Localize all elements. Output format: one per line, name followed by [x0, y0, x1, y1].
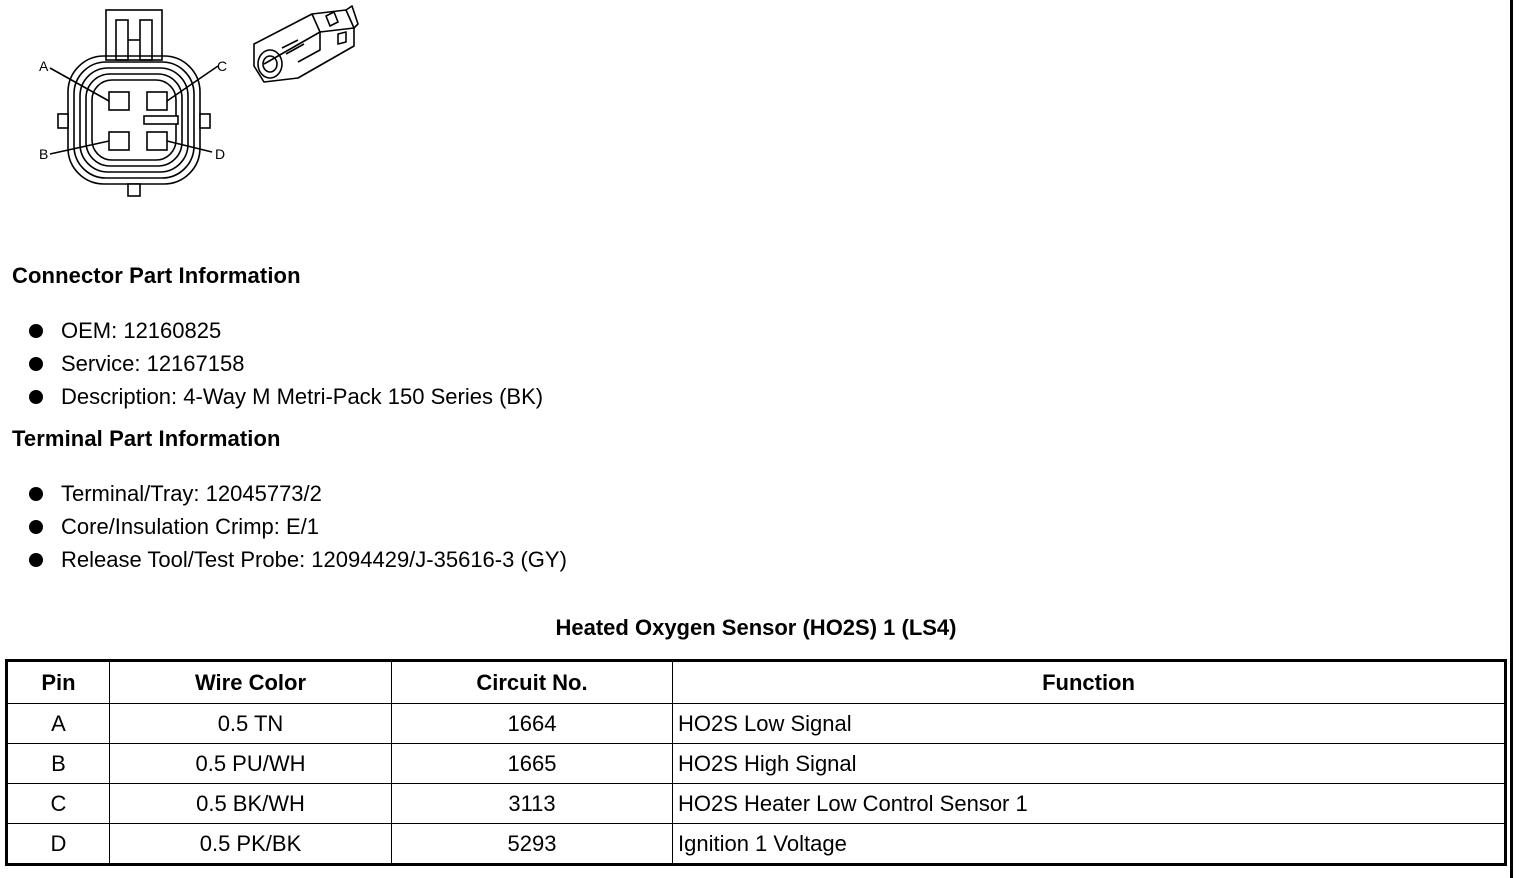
table-row: [7, 824, 1506, 865]
terminal-info-heading: Terminal Part Information: [12, 426, 281, 451]
bullet-icon: [29, 390, 43, 404]
bullet-icon: [29, 553, 43, 567]
cell-function: HO2S Heater Low Control Sensor 1: [673, 784, 1506, 824]
connector-isometric-illustration: [246, 2, 361, 92]
list-item: Service: 12167158: [0, 350, 543, 383]
cavity-b: [109, 132, 129, 150]
cell-circuit-no: 3113: [392, 784, 673, 824]
connector-info-list: [0, 317, 543, 416]
cavity-c: [147, 92, 167, 110]
list-item: Core/Insulation Crimp: E/1: [0, 513, 567, 546]
cell-circuit-no: 1665: [392, 744, 673, 784]
list-item: OEM: 12160825: [0, 317, 543, 350]
cell-pin: A: [7, 704, 110, 744]
cell-wire-color: 0.5 TN: [110, 704, 392, 744]
pin-label-b: B: [39, 146, 49, 162]
list-item: Release Tool/Test Probe: 12094429/J-35616-3 (GY): [0, 546, 567, 579]
table-header-row: [7, 661, 1506, 704]
connector-face-diagram: [36, 6, 236, 202]
bullet-icon: [29, 324, 43, 338]
list-item: Terminal/Tray: 12045773/2: [0, 480, 567, 513]
pin-label-c: C: [217, 58, 228, 74]
pin-label-d: D: [215, 146, 226, 162]
table-row: [7, 704, 1506, 744]
cavity-d: [147, 132, 167, 150]
cell-wire-color: 0.5 PU/WH: [110, 744, 392, 784]
connector-info-heading: Connector Part Information: [12, 263, 301, 288]
bullet-icon: [29, 487, 43, 501]
header-function: Function: [673, 661, 1506, 704]
page-right-border: [1510, 0, 1513, 878]
cell-function: HO2S Low Signal: [673, 704, 1506, 744]
pinout-table: [5, 659, 1507, 866]
header-wire-color: Wire Color: [110, 661, 392, 704]
terminal-info-list: [0, 480, 567, 579]
cell-function: HO2S High Signal: [673, 744, 1506, 784]
cell-pin: C: [7, 784, 110, 824]
table-row: [7, 744, 1506, 784]
bullet-icon: [29, 357, 43, 371]
header-circuit-no: Circuit No.: [392, 661, 673, 704]
cell-pin: D: [7, 824, 110, 865]
header-pin: Pin: [7, 661, 110, 704]
pin-label-a: A: [39, 58, 49, 74]
bullet-icon: [29, 520, 43, 534]
cell-wire-color: 0.5 BK/WH: [110, 784, 392, 824]
cavity-a: [109, 92, 129, 110]
cell-circuit-no: 1664: [392, 704, 673, 744]
cell-function: Ignition 1 Voltage: [673, 824, 1506, 865]
list-item: Description: 4-Way M Metri-Pack 150 Series (BK): [0, 383, 543, 416]
table-title: Heated Oxygen Sensor (HO2S) 1 (LS4): [555, 615, 957, 640]
table-row: [7, 784, 1506, 824]
cell-pin: B: [7, 744, 110, 784]
cell-wire-color: 0.5 PK/BK: [110, 824, 392, 865]
cell-circuit-no: 5293: [392, 824, 673, 865]
